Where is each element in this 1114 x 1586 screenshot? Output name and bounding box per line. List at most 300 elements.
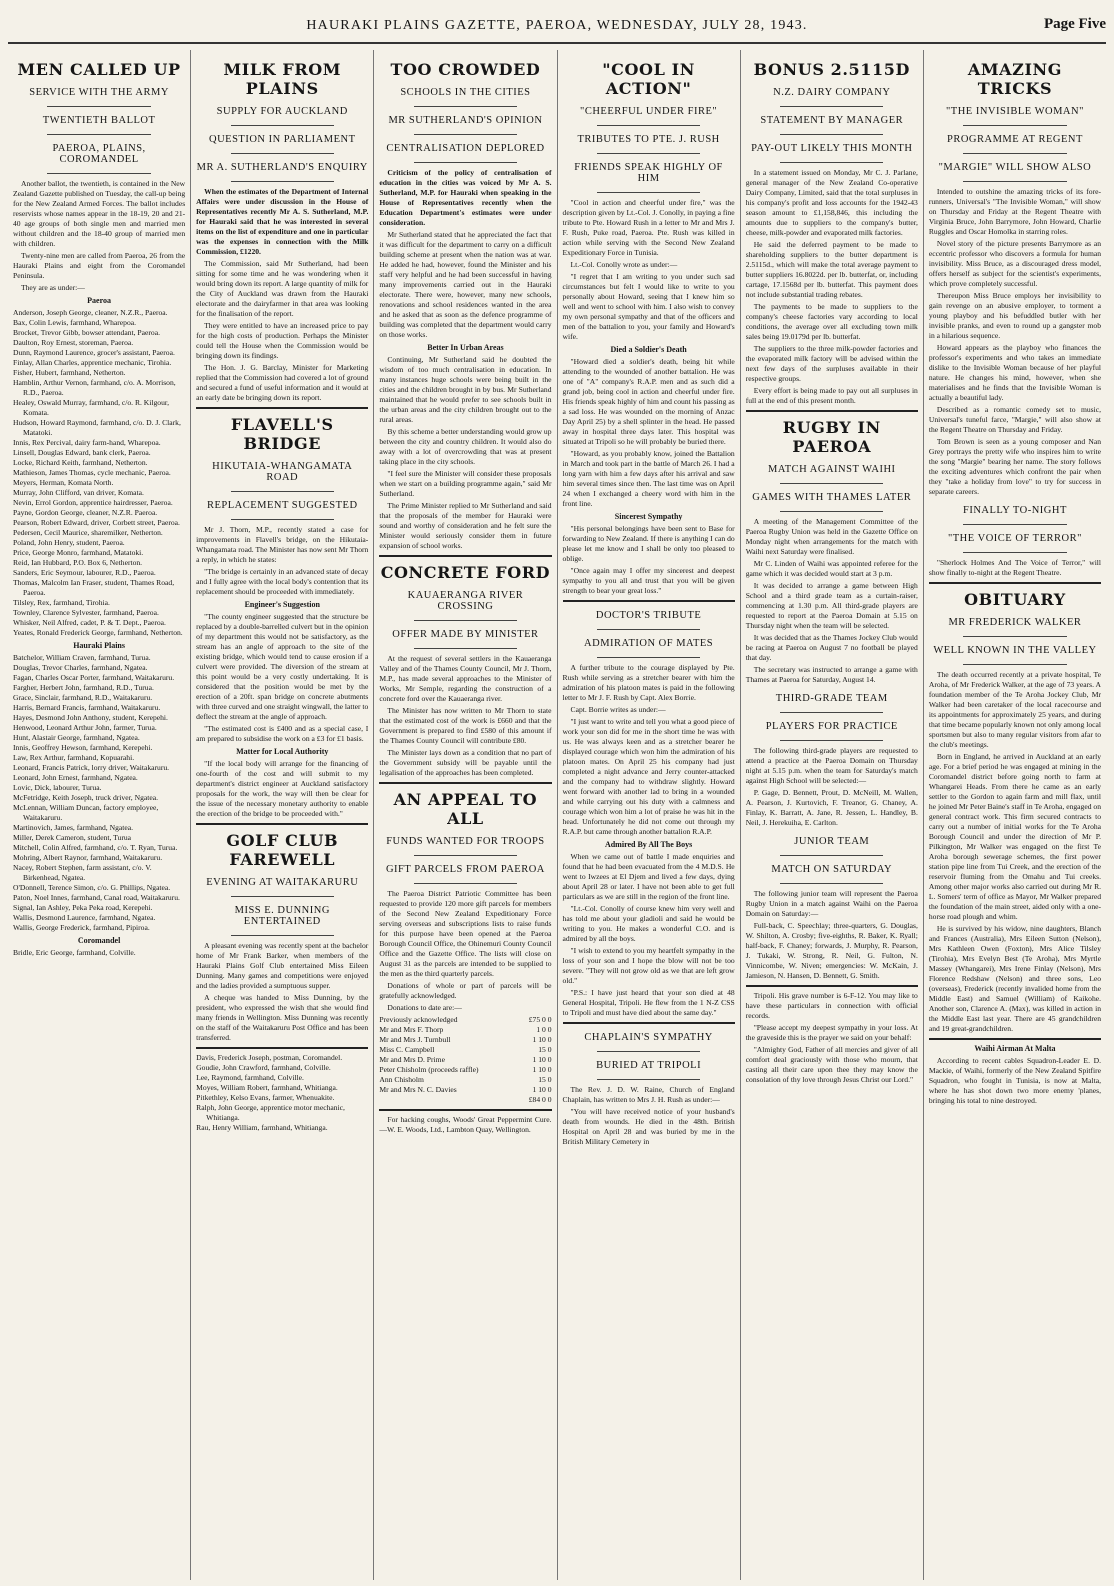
paragraph: "Howard, as you probably know, joined the Battalion in March and took part in the battle of March 26. I had a long yarn with him a few days after his arrival and saw him several times since then. The last time was on April 24 when I exchanged a cheery word with him in the front line. xyxy=(562,449,735,508)
list-item: Mathieson, James Thomas, cycle mechanic, Paeroa. xyxy=(13,468,171,477)
divider xyxy=(963,552,1066,553)
divider xyxy=(597,629,700,630)
list-item: Batchelor, William Craven, farmhand, Turua. xyxy=(13,653,151,662)
paragraph: He said the deferred payment to be made to shareholding suppliers to the butter department is 2.5115d., which will make the total average payment to butter suppliers 16.8022d. per lb. butterfat, or, including cartage, 17.1568d per lb. butterfat. This payment does not include substantial trading rebates. xyxy=(745,240,918,299)
subhead: JUNIOR TEAM xyxy=(794,836,870,847)
list-item: Henwood, Leonard Arthur John, farmer, Turua. xyxy=(13,723,157,732)
paragraph: "The bridge is certainly in an advanced state of decay and I fully agree with the local body's contention that its replacement should be proceeded with immediately. xyxy=(196,567,369,596)
divider xyxy=(47,106,150,107)
paragraph: By this scheme a better understanding would grow up between the city and country children. It would also do away with a lot of overcrowding that was at present taking place in the city schools. xyxy=(379,427,552,466)
paragraph: The secretary was instructed to arrange a game with Thames at Paeroa for Saturday, August 14. xyxy=(745,665,918,684)
donation-amount: 1 10 0 xyxy=(532,1035,552,1044)
subhead: "THE VOICE OF TERROR" xyxy=(947,533,1082,544)
article-body xyxy=(563,663,735,837)
paragraph: "I regret that I am writing to you under such sad circumstances but felt I would like to write to you personally about Howard, seeing that I knew him so well and went to school with him. I also wish to convey my own personal sympathy and that of the officers and men of the battalion to you, your family and Howard's wife. xyxy=(562,272,735,341)
section-heading: Died a Soldier's Death xyxy=(610,345,687,354)
list-item: Hudson, Howard Raymond, farmhand, c/o. D. J. Clark, Matatoki. xyxy=(13,418,181,437)
donor-name: Previously acknowledged xyxy=(379,1015,458,1024)
paragraph: The suppliers to the three milk-powder factories and the evaporated milk factory will be advised within the next few days of the surpluses available in their respective groups. xyxy=(745,344,918,383)
paragraph: "Please accept my deepest sympathy in your loss. At the graveside this is the prayer we said on your behalf: xyxy=(745,1023,918,1042)
paragraph: "I just want to write and tell you what a good piece of work your son did for me in the short time he was with us. He was always keen and as a stretcher bearer he displayed courage which won him the admiration of his platoon mates. On April 25 his company had just completed a night advance and Jerry counter-attacked and the company had to withdraw slightly. Howard went forward with another lad to bring in a wounded and while carrying out his duty with a calmness and courage which won him a lot of praise he was hit in the head. Unfortunately he did not come out through my R.A.P. but came through another battalion R.A.P. xyxy=(562,717,735,836)
divider xyxy=(47,173,150,174)
donor-name: Mr and Mrs N. C. Davies xyxy=(379,1085,457,1094)
list-item: Nevin, Errol Gordon, apprentice hairdresser, Paeroa. xyxy=(13,498,173,507)
divider xyxy=(746,985,918,987)
paragraph: According to recent cables Squadron-Leader E. D. Mackie, of Waihi, formerly of the New Zealand Spitfire Squadron, who fought in Tunisia, is now at Malta, where he has shot down two more enemy 'planes, bringing his total to nine destroyed. xyxy=(928,1056,1102,1105)
subhead: TRIBUTES TO PTE. J. RUSH xyxy=(577,134,720,145)
divider xyxy=(597,657,700,658)
masthead xyxy=(8,8,1106,44)
donation-amount: 15 0 xyxy=(538,1075,552,1084)
divider xyxy=(231,935,334,936)
article-body xyxy=(196,259,368,403)
list-item: Martinovich, James, farmhand, Ngatea. xyxy=(13,823,133,832)
paragraph: The Commission, said Mr Sutherland, had been sitting for some time and he was wondering when it would bring down its report. A large quantity of milk for the City of Auckland was drawn from the Hauraki electorate and the dairyfarmer in that area was looking for the finalisation of the report. xyxy=(196,259,369,318)
masthead-title: HAURAKI PLAINS GAZETTE, PAEROA, WEDNESDAY, JULY 28, 1943. xyxy=(306,18,808,33)
donation-amount: £75 0 0 xyxy=(528,1015,552,1024)
headline-flavells-bridge: FLAVELL'S BRIDGE xyxy=(196,407,368,453)
headline-obituary: OBITUARY xyxy=(929,582,1101,609)
list-item: Wallis, George Frederick, farmhand, Pipiroa. xyxy=(13,923,150,932)
divider xyxy=(231,125,334,126)
headline-milk-from-plains: MILK FROM PLAINS xyxy=(223,60,342,98)
paragraph: Mr Sutherland stated that he appreciated the fact that it was difficult for the department to carry on a difficult building scheme at present when the nation was at war. He added he had, however, found the Minister and his staff very helpful and he had been successful in having many improvements carried out in the Hauraki electorate. There were, however, many new schools, renovations and school residences wanted in the area and he asked that as soon as the defence programme of building was completed that the department would carry on those works. xyxy=(379,230,552,339)
donation-row xyxy=(379,1065,551,1075)
paragraph: "Lt.-Col. Conolly of course knew him very well and has told me about your gladioli and said he would be writing to you. He makes a wonderful C.O. and is admired by all the boys. xyxy=(562,904,735,943)
section-heading: Coromandel xyxy=(77,936,121,945)
divider xyxy=(780,483,883,484)
divider xyxy=(414,648,517,649)
article-body xyxy=(563,198,735,342)
list-item: Harris, Bernard Francis, farmhand, Waitakaruru. xyxy=(13,703,161,712)
paragraph: "I feel sure the Minister will consider these proposals when we start on a building programme again," said Mr Sutherland. xyxy=(379,469,552,498)
subhead: MATCH ON SATURDAY xyxy=(771,864,893,875)
list-item: O'Donnell, Terence Simon, c/o. G. Phillips, Ngatea. xyxy=(13,883,171,892)
paragraph: Born in England, he arrived in Auckland at an early age. For a brief period he was engaged at mining in the Coromandel district before going north to farm at Whangarei Heads. From there he came as an early settler to the Gordon to again farm and mill flax, until he joined Mr Peter Baine's staff in Te Aroha, engaged on general contract work. This firm secured contracts to carry out a number of initial works for the Te Aroha Borough Council and under the direction of Mr P. Pilkington, Mr Walker was engaged on the first Te Aroha borough sewerage schemes, the first power station pipe line from Tui Creek, and the erection of the reservoir fluming from the Omahu and Tui creeks. Among other major works also carried out during Mr R. L. Somers' term of office as Mayor, Mr Walker prepared the foundation of the main street, aided only with a one-horse road plough and whim. xyxy=(928,752,1102,921)
subhead: OFFER MADE BY MINISTER xyxy=(392,629,539,640)
divider xyxy=(597,192,700,193)
subhead: SUPPLY FOR AUCKLAND xyxy=(216,106,348,117)
paragraph: Thereupon Miss Bruce employs her invisibility to gain revenge on an abusive employer, to torment a young playboy and his befuddled butler with her invisible pranks, and even to round up a gangster mob in a hilarious sequence. xyxy=(928,291,1102,340)
subhead: MR FREDERICK WALKER xyxy=(948,617,1082,628)
headline-golf-club-farewell: GOLF CLUB FAREWELL xyxy=(196,823,368,869)
subhead: GAMES WITH THAMES LATER xyxy=(752,492,912,503)
subhead: SCHOOLS IN THE CITIES xyxy=(400,87,531,98)
list-item: Yeates, Ronald Frederick George, farmhand, Netherton. xyxy=(13,628,183,637)
divider xyxy=(414,162,517,163)
paragraph: Lt.-Col. Conolly wrote as under:— xyxy=(570,260,678,269)
donation-row xyxy=(379,1075,551,1085)
paragraph: The following third-grade players are requested to attend a practice at the Paeroa Domain on Thursday night at 5.15 p.m. when the team for Saturday's match against High School will be selected:— xyxy=(745,746,918,785)
list-item: Goudie, John Crawford, farmhand, Colville. xyxy=(196,1063,331,1072)
subhead: N.Z. DAIRY COMPANY xyxy=(773,87,891,98)
paragraph: "The estimated cost is £400 and as a special case, I am prepared to subsidise the work on a £3 for £1 basis. xyxy=(196,724,369,743)
paragraph: The Minister has now written to Mr Thorn to state that the estimated cost of the work is £660 and that the Government is prepared to find £580 of this amount if the Thames County Council will contribute £80. xyxy=(379,706,552,745)
subhead: FUNDS WANTED FOR TROOPS xyxy=(386,836,545,847)
article-body xyxy=(929,670,1101,1034)
section-heading: Paeroa xyxy=(87,296,111,305)
paragraph: A pleasant evening was recently spent at the bachelor home of Mr Frank Barker, when members of the Hauraki Plains Golf Club entertained Miss Eileen Dunning. Many games and competitions were enjoyed and the ladies provided a sumptuous supper. xyxy=(196,941,369,990)
paragraph: The Prime Minister replied to Mr Sutherland and said that the proposals of the member for Hauraki were sound and worthy of consideration and he felt sure the Minister would seriously consider them in future expansion of school works. xyxy=(379,501,552,550)
divider xyxy=(597,153,700,154)
list-item: Murray, John Clifford, van driver, Komata. xyxy=(13,488,144,497)
paragraph: "Cool in action and cheerful under fire," was the description given by Lt.-Col. J. Conolly, in paying a fine tribute to Pte. Howard Rush in a letter to Mr and Mrs J. F. Rush, Puke road, Paeroa. Pte. Rush was killed in action while serving with the Second New Zealand Expeditionary Force in Tunisia. xyxy=(562,198,735,257)
paragraph: It was decided to arrange a game between High School and a third grade team as a curtain-raiser, commencing at 1.30 p.m. All third-grade players are requested to report at the Paeroa Domain at 5.15 on Thursday night when the team will be selected. xyxy=(745,581,918,630)
divider xyxy=(379,1109,551,1111)
divider xyxy=(414,855,517,856)
list-item: Reid, Ian Hubbard, P.O. Box 6, Netherton. xyxy=(13,558,143,567)
column-cool-in-action xyxy=(558,50,741,1580)
list-item: Paton, Noel Innes, farmhand, Canal road, Waitakaruru. xyxy=(13,893,180,902)
subhead: EVENING AT WAITAKARURU xyxy=(206,877,359,888)
list-item: Rau, Henry William, farmhand, Whitianga. xyxy=(196,1123,328,1132)
divider xyxy=(780,106,883,107)
section-heading: Hauraki Plains xyxy=(73,641,125,650)
list-item: Meyers, Herman, Komata North. xyxy=(13,478,114,487)
paragraph: "Almighty God, Father of all mercies and giver of all comfort deal graciously with those who mourn, that casting all their care upon thee they may know the consolation of thy love through Jesus Christ our Lord." xyxy=(745,1045,918,1084)
divider xyxy=(963,153,1066,154)
donation-row xyxy=(379,1085,551,1095)
article-body xyxy=(196,525,368,597)
subhead: THIRD-GRADE TEAM xyxy=(775,693,888,704)
list-item: Wallis, Desmond Laurence, farmhand, Ngatea. xyxy=(13,913,156,922)
donation-amount: 1 0 0 xyxy=(536,1025,552,1034)
subhead: BURIED AT TRIPOLI xyxy=(596,1060,702,1071)
column-bonus xyxy=(741,50,924,1580)
paragraph: A cheque was handed to Miss Dunning, by the president, who expressed the wish that she would find many friends in Wellington. Miss Dunning was recently on the staff of the Waitakaruru Post Office and has been transferred. xyxy=(196,993,369,1042)
divider xyxy=(780,712,883,713)
list-item: Innis, Geoffrey Hewson, farmhand, Kerepehi. xyxy=(13,743,153,752)
list-item: Whisker, Neil Alfred, cadet, P. & T. Dept., Paeroa. xyxy=(13,618,166,627)
subhead: WELL KNOWN IN THE VALLEY xyxy=(933,645,1097,656)
page-number: Page Five xyxy=(1043,16,1106,32)
article-body xyxy=(563,357,735,509)
section-heading: Engineer's Suggestion xyxy=(244,600,320,609)
column-milk-from-plains xyxy=(191,50,374,1580)
list-item: Mohring, Albert Raynor, farmhand, Waitakaruru. xyxy=(13,853,163,862)
subhead: HIKUTAIA-WHANGAMATA ROAD xyxy=(212,461,353,483)
headline-men-called-up: MEN CALLED UP xyxy=(17,60,181,79)
subhead: MR A. SUTHERLAND'S ENQUIRY xyxy=(196,162,368,173)
list-item: McLennan, William Duncan, factory employee, Waitakaruru. xyxy=(13,803,159,822)
subhead: ADMIRATION OF MATES xyxy=(584,638,714,649)
article-body xyxy=(379,230,551,340)
subhead: FRIENDS SPEAK HIGHLY OF HIM xyxy=(574,162,723,184)
divider xyxy=(563,1022,735,1024)
subhead: QUESTION IN PARLIAMENT xyxy=(208,134,356,145)
list-item: Finlay, Allan Charles, apprentice mechanic, Tirohia. xyxy=(13,358,172,367)
list-item: Grace, Sinclair, farmhand, R.D., Waitakaruru. xyxy=(13,693,153,702)
subhead: PAY-OUT LIKELY THIS MONTH xyxy=(751,143,913,154)
paragraph: The payments to be made to suppliers to the company's cheese factories vary according to local conditions, the average over all excluding town milk sales being 19.0179d per lb. butterfat. xyxy=(745,302,918,341)
divider xyxy=(414,106,517,107)
subhead: SERVICE WITH THE ARMY xyxy=(29,87,169,98)
donor-name: Miss C. Campbell xyxy=(379,1045,435,1054)
article-body xyxy=(196,612,368,744)
list-item: Sanders, Eric Seymour, labourer, R.D., Paeroa. xyxy=(13,568,156,577)
paragraph: Intended to outshine the amazing tricks of its fore-runners, Universal's "The Invisible Woman," will show on Thursday and Friday at the Regent Theatre with Virginia Bruce, John Barrymore, John Howard, Charlie Ruggles and Oscar Homolka in starring roles. xyxy=(928,187,1102,236)
article-body xyxy=(563,1085,735,1147)
paragraph: Mr J. Thorn, M.P., recently stated a case for improvements in Flavell's bridge, on the Hikutaia-Whangamata road. The Minister has now sent Mr Thorn a reply, in which he states: xyxy=(196,525,369,564)
paragraph: Novel story of the picture presents Barrymore as an eccentric professor who discovers a formula for human invisibility. Miss Bruce, as a discouraged dress model, offers herself as subject for the scientist's experiments, which prove completely successful. xyxy=(928,239,1102,288)
paragraph: P. Gage, D. Bennett, Prout, D. McNeill, M. Wallen, A. Pearson, J. Kurtovich, F. Treanor, G. Chaney, A. Finlay, K. Barratt, A. Jane, R. Jessen, L. Handley, B. Neil, J. Herekuiha, E. Carlton. xyxy=(745,788,918,827)
paragraph: Twenty-nine men are called from Paeroa, 26 from the Hauraki Plains and eight from the Coromandel Peninsula. xyxy=(13,251,186,280)
article-body xyxy=(929,1056,1101,1106)
paragraph: Mr C. Linden of Waihi was appointed referee for the game which it was decided would start at 3 p.m. xyxy=(745,559,918,578)
headline-rugby-in-paeroa: RUGBY IN PAEROA xyxy=(746,410,918,456)
subhead: STATEMENT BY MANAGER xyxy=(760,115,904,126)
list-item: Thomas, Malcolm Ian Fraser, student, Thames Road, Paeroa. xyxy=(13,578,175,597)
list-item: Mitchell, Colin Alfred, farmhand, c/o. T. Ryan, Turua. xyxy=(13,843,178,852)
advertisement: For hacking coughs, Woods' Great Peppermint Cure.—W. E. Woods, Ltd., Lambton Quay, Wellington. xyxy=(379,1115,552,1134)
divider xyxy=(780,134,883,135)
paragraph: Donations of whole or part of parcels will be gratefully acknowledged. xyxy=(379,981,552,1000)
lead-paragraph: Criticism of the policy of centralisation of education in the cities was voiced by Mr A. S. Sutherland, M.P. for Hauraki when speaking in the House of Representatives recently when the Education Department's estimates were under consideration. xyxy=(379,168,552,227)
donations-total xyxy=(379,1095,551,1105)
divider xyxy=(780,162,883,163)
article-body xyxy=(929,187,1101,497)
list-item: Law, Rex Arthur, farmhand, Kopuarahi. xyxy=(13,753,135,762)
list-item: Fisher, Hubert, farmhand, Netherton. xyxy=(13,368,126,377)
paragraph: Full-back, C. Speechlay; three-quarters, G. Douglas, W. Shilton, A. Crosby; five-eighths, R. Baker, K. Ryall; half-back, F. Chaney; forwards, J. Murphy, R. Pearson, J. Tukaki, W. Strong, R. Neil, G. Fulton, N. Vinnicombe, W. Niven; emergencies: W. McKain, J. Jamieson, N. Hansen, D. Bennett, G. Smith. xyxy=(745,921,918,980)
divider xyxy=(231,181,334,182)
divider xyxy=(231,153,334,154)
divider xyxy=(780,855,883,856)
list-item: Anderson, Joseph George, cleaner, N.Z.R., Paeroa. xyxy=(13,308,168,317)
article-body xyxy=(746,168,918,406)
list-item: Pitkethley, Kelso Evans, farmer, Whenuakite. xyxy=(196,1093,335,1102)
divider xyxy=(597,1079,700,1080)
subhead: PAEROA, PLAINS, COROMANDEL xyxy=(52,143,146,165)
paragraph: It was decided that as the Thames Jockey Club would be racing at Paeroa on August 7 no football be played that day. xyxy=(745,633,918,662)
list-item: Bax, Colin Lewis, farmhand, Wharepoa. xyxy=(13,318,137,327)
divider xyxy=(963,664,1066,665)
article-body xyxy=(379,889,551,1013)
divider xyxy=(414,620,517,621)
list-item: Healey, Oswald Murray, farmhand, c/o. R. Kilgour, Komata. xyxy=(13,398,170,417)
donations-total-amount: £84 0 0 xyxy=(528,1095,552,1104)
donor-name: Ann Chisholm xyxy=(379,1075,424,1084)
name-list xyxy=(196,1053,368,1133)
name-list xyxy=(13,948,185,958)
article-body xyxy=(746,517,918,685)
list-item: Pedersen, Cecil Maurice, sharemilker, Netherton. xyxy=(13,528,163,537)
list-item: Locke, Richard Keith, farmhand, Netherton. xyxy=(13,458,148,467)
list-item: Moyes, William Robert, farmhand, Whitianga. xyxy=(196,1083,338,1092)
subhead: KAUAERANGA RIVER CROSSING xyxy=(407,590,524,612)
columns xyxy=(8,50,1106,1580)
subhead: MISS E. DUNNING ENTERTAINED xyxy=(234,905,330,927)
divider xyxy=(597,125,700,126)
list-item: Hunt, Alastair George, farmhand, Ngatea. xyxy=(13,733,140,742)
article-body xyxy=(563,524,735,596)
list-item: Douglas, Trevor Charles, farmhand, Ngatea. xyxy=(13,663,148,672)
divider xyxy=(231,519,334,520)
subhead: "THE INVISIBLE WOMAN" xyxy=(946,106,1084,117)
donations-table xyxy=(379,1015,551,1095)
donation-row xyxy=(379,1035,551,1045)
paragraph: They were entitled to have an increased price to pay for the high costs of production. Perhaps the Minister could tell the House when the Commission would be bringing down its findings. xyxy=(196,321,369,360)
subhead: "MARGIE" WILL SHOW ALSO xyxy=(938,162,1092,173)
donation-row xyxy=(379,1015,551,1025)
list-item: Brocket, Trevor Gibb, bowser attendant, Paeroa. xyxy=(13,328,160,337)
subhead: PLAYERS FOR PRACTICE xyxy=(765,721,898,732)
paragraph: When we came out of battle I made enquiries and found that he had been evacuated from the 4 M.D.S. He went to Iwzees at El Djem and lived a few days, dying about April 28 or later. I have not been able to get full particulars as we are still in the region of the front line. xyxy=(562,852,735,901)
article-body xyxy=(379,654,551,778)
subhead: CHAPLAIN'S SYMPATHY xyxy=(584,1032,713,1043)
headline-bonus: BONUS 2.5115D xyxy=(753,60,910,79)
section-heading: Matter for Local Authority xyxy=(236,747,329,756)
subhead: PROGRAMME AT REGENT xyxy=(946,134,1083,145)
paragraph: Tripoli. His grave number is 6-F-12. You may like to have these particulars in connection with official records. xyxy=(745,991,918,1020)
paragraph: In a statement issued on Monday, Mr C. J. Parlane, general manager of the New Zealand Co-operative Dairy Company, Limited, said that the total surpluses in his company's profit and loss accounts for the 1942-43 season amount to £1,158,846, this including the amounts due to suppliers to the company's butter, cheese, milk-powder and evaporated milk factories. xyxy=(745,168,918,237)
list-item: Dunn, Raymond Laurence, grocer's assistant, Paeroa. xyxy=(13,348,175,357)
list-item: Leonard, John Ernest, farmhand, Ngatea. xyxy=(13,773,138,782)
paragraph: Continuing, Mr Sutherland said he doubted the wisdom of too much centralisation in education. In many instances huge schools were being built in the cities and the children brought in by bus. Mr Sutherland maintained that he would prefer to see schools built in the urban areas and the city children brought out to the rural areas. xyxy=(379,355,552,424)
paragraph: Every effort is being made to pay out all surpluses in full at the end of this present month. xyxy=(745,386,918,405)
paragraph: "You will have received notice of your husband's death from wounds. He died in the 48th. British Hospital on April 28 and was buried by me in the British Military Cemetery in xyxy=(562,1107,735,1146)
list-item: McFetridge, Keith Joseph, truck driver, Ngatea. xyxy=(13,793,158,802)
list-item: Tilsley, Rex, farmhand, Tirohia. xyxy=(13,598,110,607)
section-heading: Sincerest Sympathy xyxy=(614,512,683,521)
article-body xyxy=(196,759,368,819)
divider xyxy=(414,134,517,135)
subhead: DOCTOR'S TRIBUTE xyxy=(595,610,702,621)
list-item: Hamblin, Arthur Vernon, farmhand, c/o. A. Morrison, R.D., Paeroa. xyxy=(13,378,176,397)
article-body xyxy=(929,558,1101,578)
headline-an-appeal-to-all: AN APPEAL TO ALL xyxy=(379,782,551,828)
divider xyxy=(563,600,735,602)
paragraph: Tom Brown is seen as a young composer and Nan Grey portrays the pretty wife who inspires him to write the song "Margie" bearing her name. The story follows the exciting adventures which confront the pair when they "take a holiday from love" to try for success in separate careers. xyxy=(928,437,1102,496)
list-item: Lovic, Dick, labourer, Turua. xyxy=(13,783,102,792)
paragraph: "Sherlock Holmes And The Voice of Terror," will show finally to-night at the Regent Theatre. xyxy=(928,558,1102,577)
paragraph: "Howard died a soldier's death, being hit while attending to the wounded of another battalion. He was one of "A" company's R.A.P. men and as such did a grand job, being cool in action and cheerful under fire. His friends speak highly of him and count his passing as a sad loss. He was wounded on the morning of Anzac Day April 25) by a shell splinter in the head. He passed away in hospital three days later. This hospital was situated at Tripoli so he will probably be buried there. xyxy=(562,357,735,446)
list-item: Nacey, Robert Stephen, farm assistant, c/o. V. Birkenhead, Ngatea. xyxy=(13,863,152,882)
paragraph: The Hon. J. G. Barclay, Minister for Marketing replied that the Commission had covered a lot of ground and secured a fund of useful information and it would at an early date be bringing down its report. xyxy=(196,363,369,402)
column-too-crowded xyxy=(374,50,557,1580)
paragraph: "P.S.: I have just heard that your son died at 48 General Hospital, Tripoli. He flew from the 1 N-Z CSS to Tripoli and must have died about the same day." xyxy=(562,988,735,1017)
divider xyxy=(597,1051,700,1052)
list-item: Payne, Gordon George, cleaner, N.Z.R. Paeroa. xyxy=(13,508,158,517)
divider xyxy=(963,125,1066,126)
subhead: MATCH AGAINST WAIHI xyxy=(768,464,896,475)
donor-name: Mr and Mrs D. Prime xyxy=(379,1055,445,1064)
subhead: "CHEERFUL UNDER FIRE" xyxy=(580,106,718,117)
divider xyxy=(780,740,883,741)
list-item: Price, George Monro, farmhand, Matatoki. xyxy=(13,548,144,557)
donor-name: Mr and Mrs F. Thorp xyxy=(379,1025,444,1034)
headline-concrete-ford: CONCRETE FORD xyxy=(379,555,551,582)
donation-row xyxy=(379,1045,551,1055)
paragraph: "If the local body will arrange for the financing of one-fourth of the cost and will submit to my department's district engineer at Auckland satisfactory proposals for the work, the way will then be clear for the issue of the necessary monetary authority to enable the erection of the bridge to be proceeded with." xyxy=(196,759,369,818)
list-item: Davis, Frederick Joseph, postman, Coromandel. xyxy=(196,1053,343,1062)
paragraph: The Minister lays down as a condition that no part of the Government subsidy will be payable until the legalisation of the approaches has been completed. xyxy=(379,748,552,777)
divider xyxy=(47,134,150,135)
paragraph: Donations to date are:— xyxy=(387,1003,462,1012)
donation-amount: 1 10 0 xyxy=(532,1065,552,1074)
donation-amount: 15 0 xyxy=(538,1045,552,1054)
article-body xyxy=(13,179,185,293)
article-body xyxy=(746,746,918,828)
paragraph: "His personal belongings have been sent to Base for forwarding to New Zealand. If there is anything I can do please let me know and I shall be only too pleased to oblige. xyxy=(562,524,735,563)
subhead: GIFT PARCELS FROM PAEROA xyxy=(385,864,545,875)
donor-name: Mr and Mrs J. Turnbull xyxy=(379,1035,451,1044)
divider xyxy=(231,491,334,492)
section-heading: Waihi Airman At Malta xyxy=(974,1044,1056,1053)
divider xyxy=(963,524,1066,525)
donation-amount: 1 10 0 xyxy=(532,1055,552,1064)
name-list xyxy=(13,653,185,933)
paragraph: "The county engineer suggested that the structure be replaced by a double-barrelled culvert but in the opinion of my department this would not be satisfactory, as the stream has an angle of approach to the site of the existing bridge, which would tend to cause erosion if a culvert were provided. The diversion of the stream at this point would be a very costly undertaking. It is considered that the position would be met by the erection of a 20ft. span bridge on concrete abutments with three curved and one straight wingwall, the latter to deflect the stream at the angle of approach. xyxy=(196,612,369,721)
divider xyxy=(963,181,1066,182)
paragraph: A further tribute to the courage displayed by Pte. Rush while serving as a stretcher bearer with him the admiration of his platoon mates is paid in the following letter to Mr J. F. Rush by Capt. Alex Borrie. xyxy=(562,663,735,702)
list-item: Daulton, Roy Ernest, storeman, Paeroa. xyxy=(13,338,134,347)
donation-row xyxy=(379,1025,551,1035)
list-item: Poland, John Henry, student, Paeroa. xyxy=(13,538,125,547)
donation-amount: 1 10 0 xyxy=(532,1085,552,1094)
paragraph: At the request of several settlers in the Kauaeranga Valley and of the Thames County Council, Mr J. Thorn, M.P., has made several approaches to the Minister of Works, Mr Semple, regarding the construction of a concrete ford over the Kauaeranga river. xyxy=(379,654,552,703)
list-item: Hayes, Desmond John Anthony, student, Kerepehi. xyxy=(13,713,168,722)
column-men-called-up xyxy=(8,50,191,1580)
divider xyxy=(780,511,883,512)
paragraph: Another ballot, the twentieth, is contained in the New Zealand Gazette published on Tuesday, the call-up being for the New Zealand Armed Forces. The ballot includes reservists whose names appear in the 18-19, 20 and 21-40 age groups of both single men and married men without children and the 18-40 group of married men with children. xyxy=(13,179,186,248)
divider xyxy=(196,1047,368,1049)
subhead: REPLACEMENT SUGGESTED xyxy=(206,500,358,511)
list-item: Signal, Ian Ashley, Peka Peka road, Kerepehi. xyxy=(13,903,153,912)
paragraph: The death occurred recently at a private hospital, Te Aroha, of Mr Frederick Walker, at the age of 73 years. A foundation member of the Te Aroha Jockey Club, Mr Walker had been caretaker of the local racecourse and its appointments for approximately 25 years, and during that time became popularly known not only among local sportsmen but also to many regular visitors from afar to the club's meetings. xyxy=(928,670,1102,749)
list-item: Innis, Rex Percival, dairy farm-hand, Wharepoa. xyxy=(13,438,161,447)
paragraph: The Paeroa District Patriotic Committee has been requested to provide 120 more gift parcels for members of the Second New Zealand Expeditionary Force serving overseas and subscriptions lists to raise funds for this purpose have been opened at the Paeroa Borough Council Office, the Ohinemuri County Council Office and the Gazette Office. The lists will close on August 31 as the parcels are intended to be supplied to the men as the third quarterly parcels. xyxy=(379,889,552,978)
paragraph: The Rev. J. D. W. Raine, Church of England Chaplain, has written to Mrs J. H. Rush as under:— xyxy=(562,1085,735,1104)
lead-paragraph: When the estimates of the Department of Internal Affairs were under discussion in the House of Representatives recently Mr A. S. Sutherland, M.P. for Hauraki said that he was interested in several items on the list of expenditure and one in particular was the expenses in connection with the Milk Commission, £1220. xyxy=(196,187,369,256)
list-item: Ralph, John George, apprentice motor mechanic, Whitianga. xyxy=(196,1103,345,1122)
article-body xyxy=(746,889,918,981)
section-heading: Admired By All The Boys xyxy=(604,840,693,849)
list-item: Bridle, Eric George, farmhand, Colville. xyxy=(13,948,136,957)
paragraph: They are as under:— xyxy=(21,283,85,292)
list-item: Fagan, Charles Oscar Porter, farmhand, Waitakaruru. xyxy=(13,673,175,682)
paragraph: Described as a romantic comedy set to music, Universal's tuneful farce, "Margie," will also show at the Regent Theatre on Thursday and Friday. xyxy=(928,405,1102,434)
donation-row xyxy=(379,1055,551,1065)
headline-amazing-tricks: AMAZING TRICKS xyxy=(967,60,1063,98)
divider xyxy=(963,636,1066,637)
section-heading: Better In Urban Areas xyxy=(427,343,504,352)
list-item: Lee, Raymond, farmhand, Colville. xyxy=(196,1073,304,1082)
list-item: Leonard, Francis Patrick, lorry driver, Waitakaruru. xyxy=(13,763,170,772)
list-item: Miller, Derek Cameron, student, Turua xyxy=(13,833,132,842)
headline-too-crowded: TOO CROWDED xyxy=(390,60,541,79)
list-item: Pearson, Robert Edward, driver, Corbett street, Paeroa. xyxy=(13,518,180,527)
divider xyxy=(414,883,517,884)
paragraph: A meeting of the Management Committee of the Paeroa Rugby Union was held in the Gazette Office on Monday night when arrangements for the match with Waihi next Saturday were finalised. xyxy=(745,517,918,556)
divider xyxy=(929,1038,1101,1040)
subhead: FINALLY TO-NIGHT xyxy=(963,505,1067,516)
article-body xyxy=(563,852,735,1018)
headline-cool-in-action: "COOL IN ACTION" xyxy=(602,60,695,98)
article-body xyxy=(196,941,368,1043)
paragraph: "I wish to extend to you my heartfelt sympathy in the loss of your son and I hope the blow will not be too severe. "They will not grow old as we that are left grow old." xyxy=(562,946,735,985)
divider xyxy=(231,896,334,897)
paragraph: Howard appears as the playboy who finances the professor's experiments and who takes an immediate dislike to the Invisible Woman because of her playful nature. He changes his mind, however, when she materialises and he finds that the Invisible Woman is actually a beautiful lady. xyxy=(928,343,1102,402)
paragraph: The following junior team will represent the Paeroa Rugby Union in a match against Waihi on the Paeroa Domain on Saturday:— xyxy=(745,889,918,918)
list-item: Townley, Clarence Sylvester, farmhand, Paeroa. xyxy=(13,608,159,617)
name-list xyxy=(13,308,185,638)
subhead: CENTRALISATION DEPLORED xyxy=(386,143,545,154)
paragraph: Capt. Borrie writes as under:— xyxy=(570,705,666,714)
column-amazing-tricks xyxy=(924,50,1106,1580)
article-body xyxy=(379,355,551,551)
paragraph: He is survived by his widow, nine daughters, Blanch and Frances (Australia), Mrs Eileen Sutton (Nelson), Mrs Kathleen Owen (Foxton), Mrs Alice Tilsley (Tirohia), Mrs Evelyn Best (Te Aroha), Mrs Myrtle Massey (Whangarei), Mrs Irene Finlay (Nelson), Mrs Florence Redshaw (Nelson) and three sons, Leo (overseas), Frederick (recently invalided home from the Middle East) and Samuel (William) of Kaikohe. Another son, Clarence A. (Max), was killed in action in the Middle East last year. There are 45 grandchildren and 19 great-grandchildren. xyxy=(928,924,1102,1033)
